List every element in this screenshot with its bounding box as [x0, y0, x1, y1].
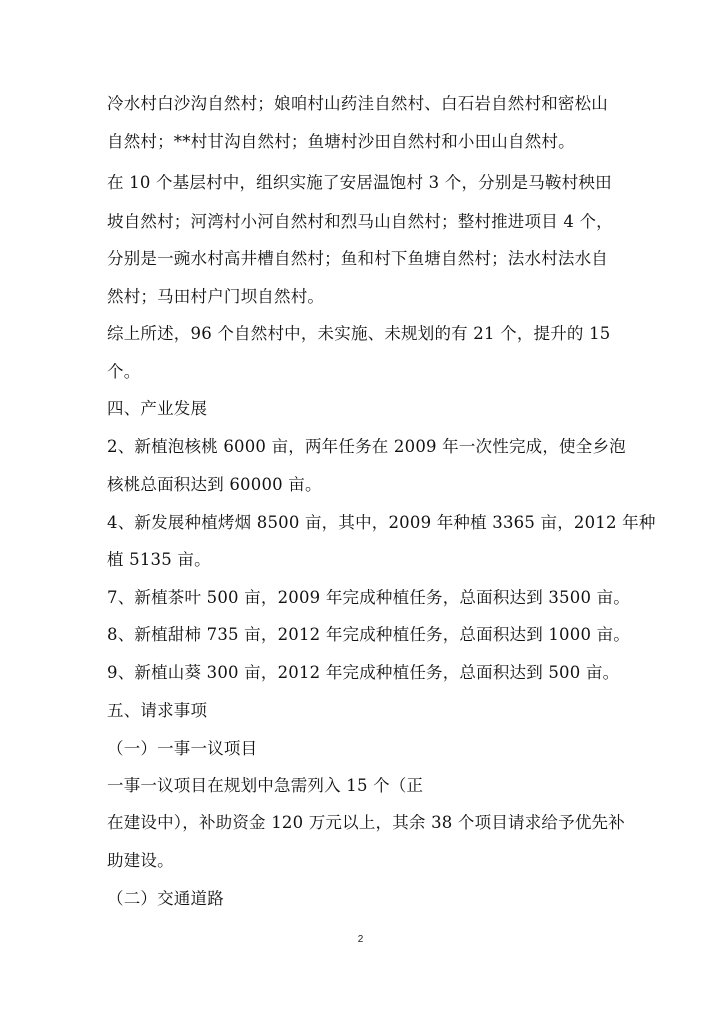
text-line: 植 5135 亩。: [107, 550, 211, 569]
text-line: 冷水村白沙沟自然村；娘咱村山药洼自然村、白石岩自然村和密松山: [107, 94, 608, 113]
text-line: 核桃总面积达到 60000 亩。: [107, 475, 322, 494]
text-line: 9、新植山葵 300 亩，2012 年完成种植任务，总面积达到 500 亩。: [107, 663, 620, 682]
text-line: 助建设。: [107, 851, 174, 870]
section-heading: 五、请求事项: [107, 701, 208, 720]
text-line: 7、新植茶叶 500 亩，2009 年完成种植任务，总面积达到 3500 亩。: [107, 588, 630, 607]
text-line: 在建设中），补助资金 120 万元以上，其余 38 个项目请求给予优先补: [107, 813, 625, 832]
subsection-heading: （二）交通道路: [107, 889, 224, 908]
text-line: 一事一议项目在规划中急需列入 15 个（正: [107, 776, 424, 795]
subsection-heading: （一）一事一议项目: [107, 739, 258, 758]
text-line: 在 10 个基层村中，组织实施了安居温饱村 3 个，分别是马鞍村秧田: [107, 173, 612, 192]
text-line: 8、新植甜柿 735 亩，2012 年完成种植任务，总面积达到 1000 亩。: [107, 625, 630, 644]
text-line: 综上所述，96 个自然村中，未实施、未规划的有 21 个，提升的 15: [107, 324, 611, 343]
text-line: 个。: [107, 362, 141, 381]
text-line: 2、新植泡核桃 6000 亩，两年任务在 2009 年一次性完成，使全乡泡: [107, 437, 626, 456]
text-line: 分别是一豌水村高井槽自然村；鱼和村下鱼塘自然村；法水村法水自: [107, 249, 608, 268]
section-heading: 四、产业发展: [107, 399, 208, 418]
text-line: 然村；马田村户门坝自然村。: [107, 287, 325, 306]
text-line: 自然村；**村甘沟自然村；鱼塘村沙田自然村和小田山自然村。: [107, 132, 575, 151]
text-line: 坡自然村；河湾村小河自然村和烈马山自然村；整村推进项目 4 个，: [107, 212, 613, 231]
text-line: 4、新发展种植烤烟 8500 亩，其中，2009 年种植 3365 亩，2012 年种: [107, 513, 656, 532]
page-number: 2: [357, 934, 364, 945]
